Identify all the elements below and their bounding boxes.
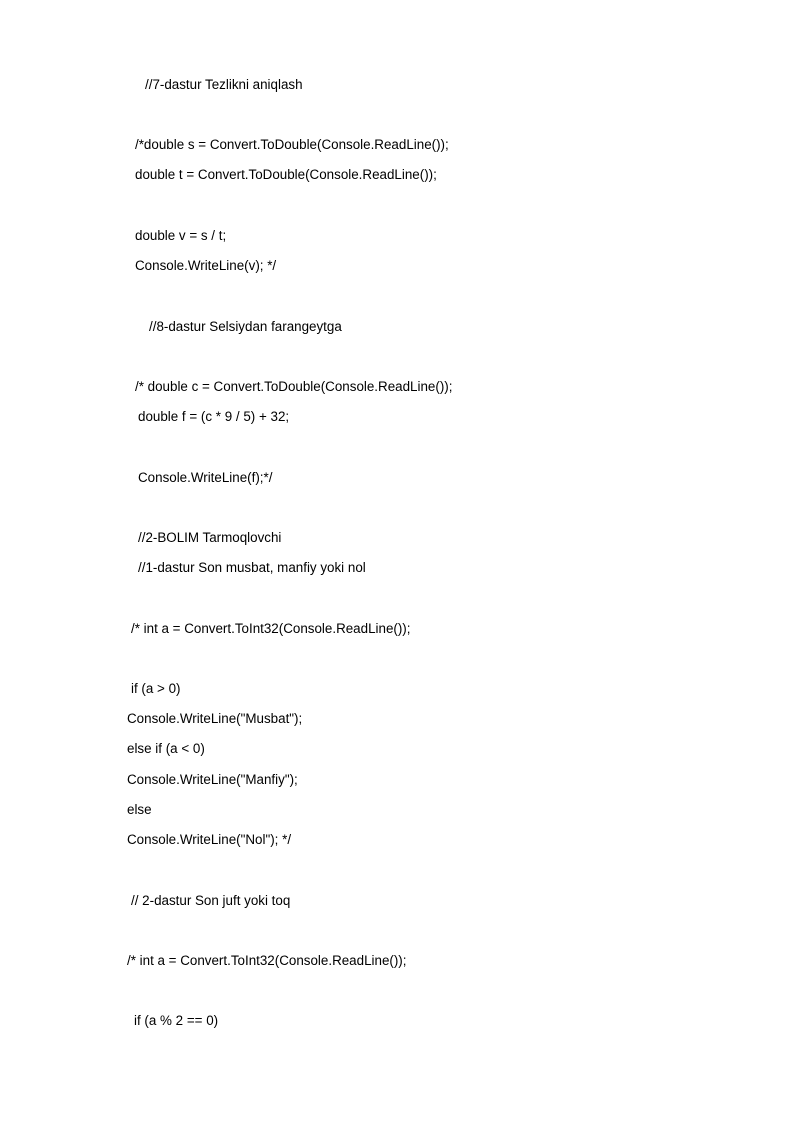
code-line: double t = Convert.ToDouble(Console.ReadLine()); bbox=[135, 167, 437, 182]
code-line: //1-dastur Son musbat, manfiy yoki nol bbox=[138, 560, 366, 575]
code-line: /* int a = Convert.ToInt32(Console.ReadLine()); bbox=[127, 953, 407, 968]
code-line: else if (a < 0) bbox=[127, 741, 205, 756]
code-line: Console.WriteLine("Nol"); */ bbox=[127, 832, 292, 847]
code-line: //8-dastur Selsiydan farangeytga bbox=[149, 319, 342, 334]
code-line: else bbox=[127, 802, 152, 817]
code-line: //2-BOLIM Tarmoqlovchi bbox=[138, 530, 282, 545]
code-line: //7-dastur Tezlikni aniqlash bbox=[145, 77, 303, 92]
code-line: double f = (c * 9 / 5) + 32; bbox=[138, 409, 290, 424]
code-line: /*double s = Convert.ToDouble(Console.ReadLine()); bbox=[135, 137, 449, 152]
code-line: Console.WriteLine(f);*/ bbox=[138, 470, 273, 485]
code-line: if (a > 0) bbox=[131, 681, 181, 696]
code-line: double v = s / t; bbox=[135, 228, 227, 243]
code-line: Console.WriteLine("Musbat"); bbox=[127, 711, 303, 726]
code-line: /* int a = Convert.ToInt32(Console.ReadLine()); bbox=[131, 621, 411, 636]
code-line: Console.WriteLine(v); */ bbox=[135, 258, 277, 273]
code-line: if (a % 2 == 0) bbox=[134, 1013, 219, 1028]
code-line: /* double c = Convert.ToDouble(Console.ReadLine()); bbox=[135, 379, 453, 394]
code-line: // 2-dastur Son juft yoki toq bbox=[131, 893, 291, 908]
code-line: Console.WriteLine("Manfiy"); bbox=[127, 772, 298, 787]
